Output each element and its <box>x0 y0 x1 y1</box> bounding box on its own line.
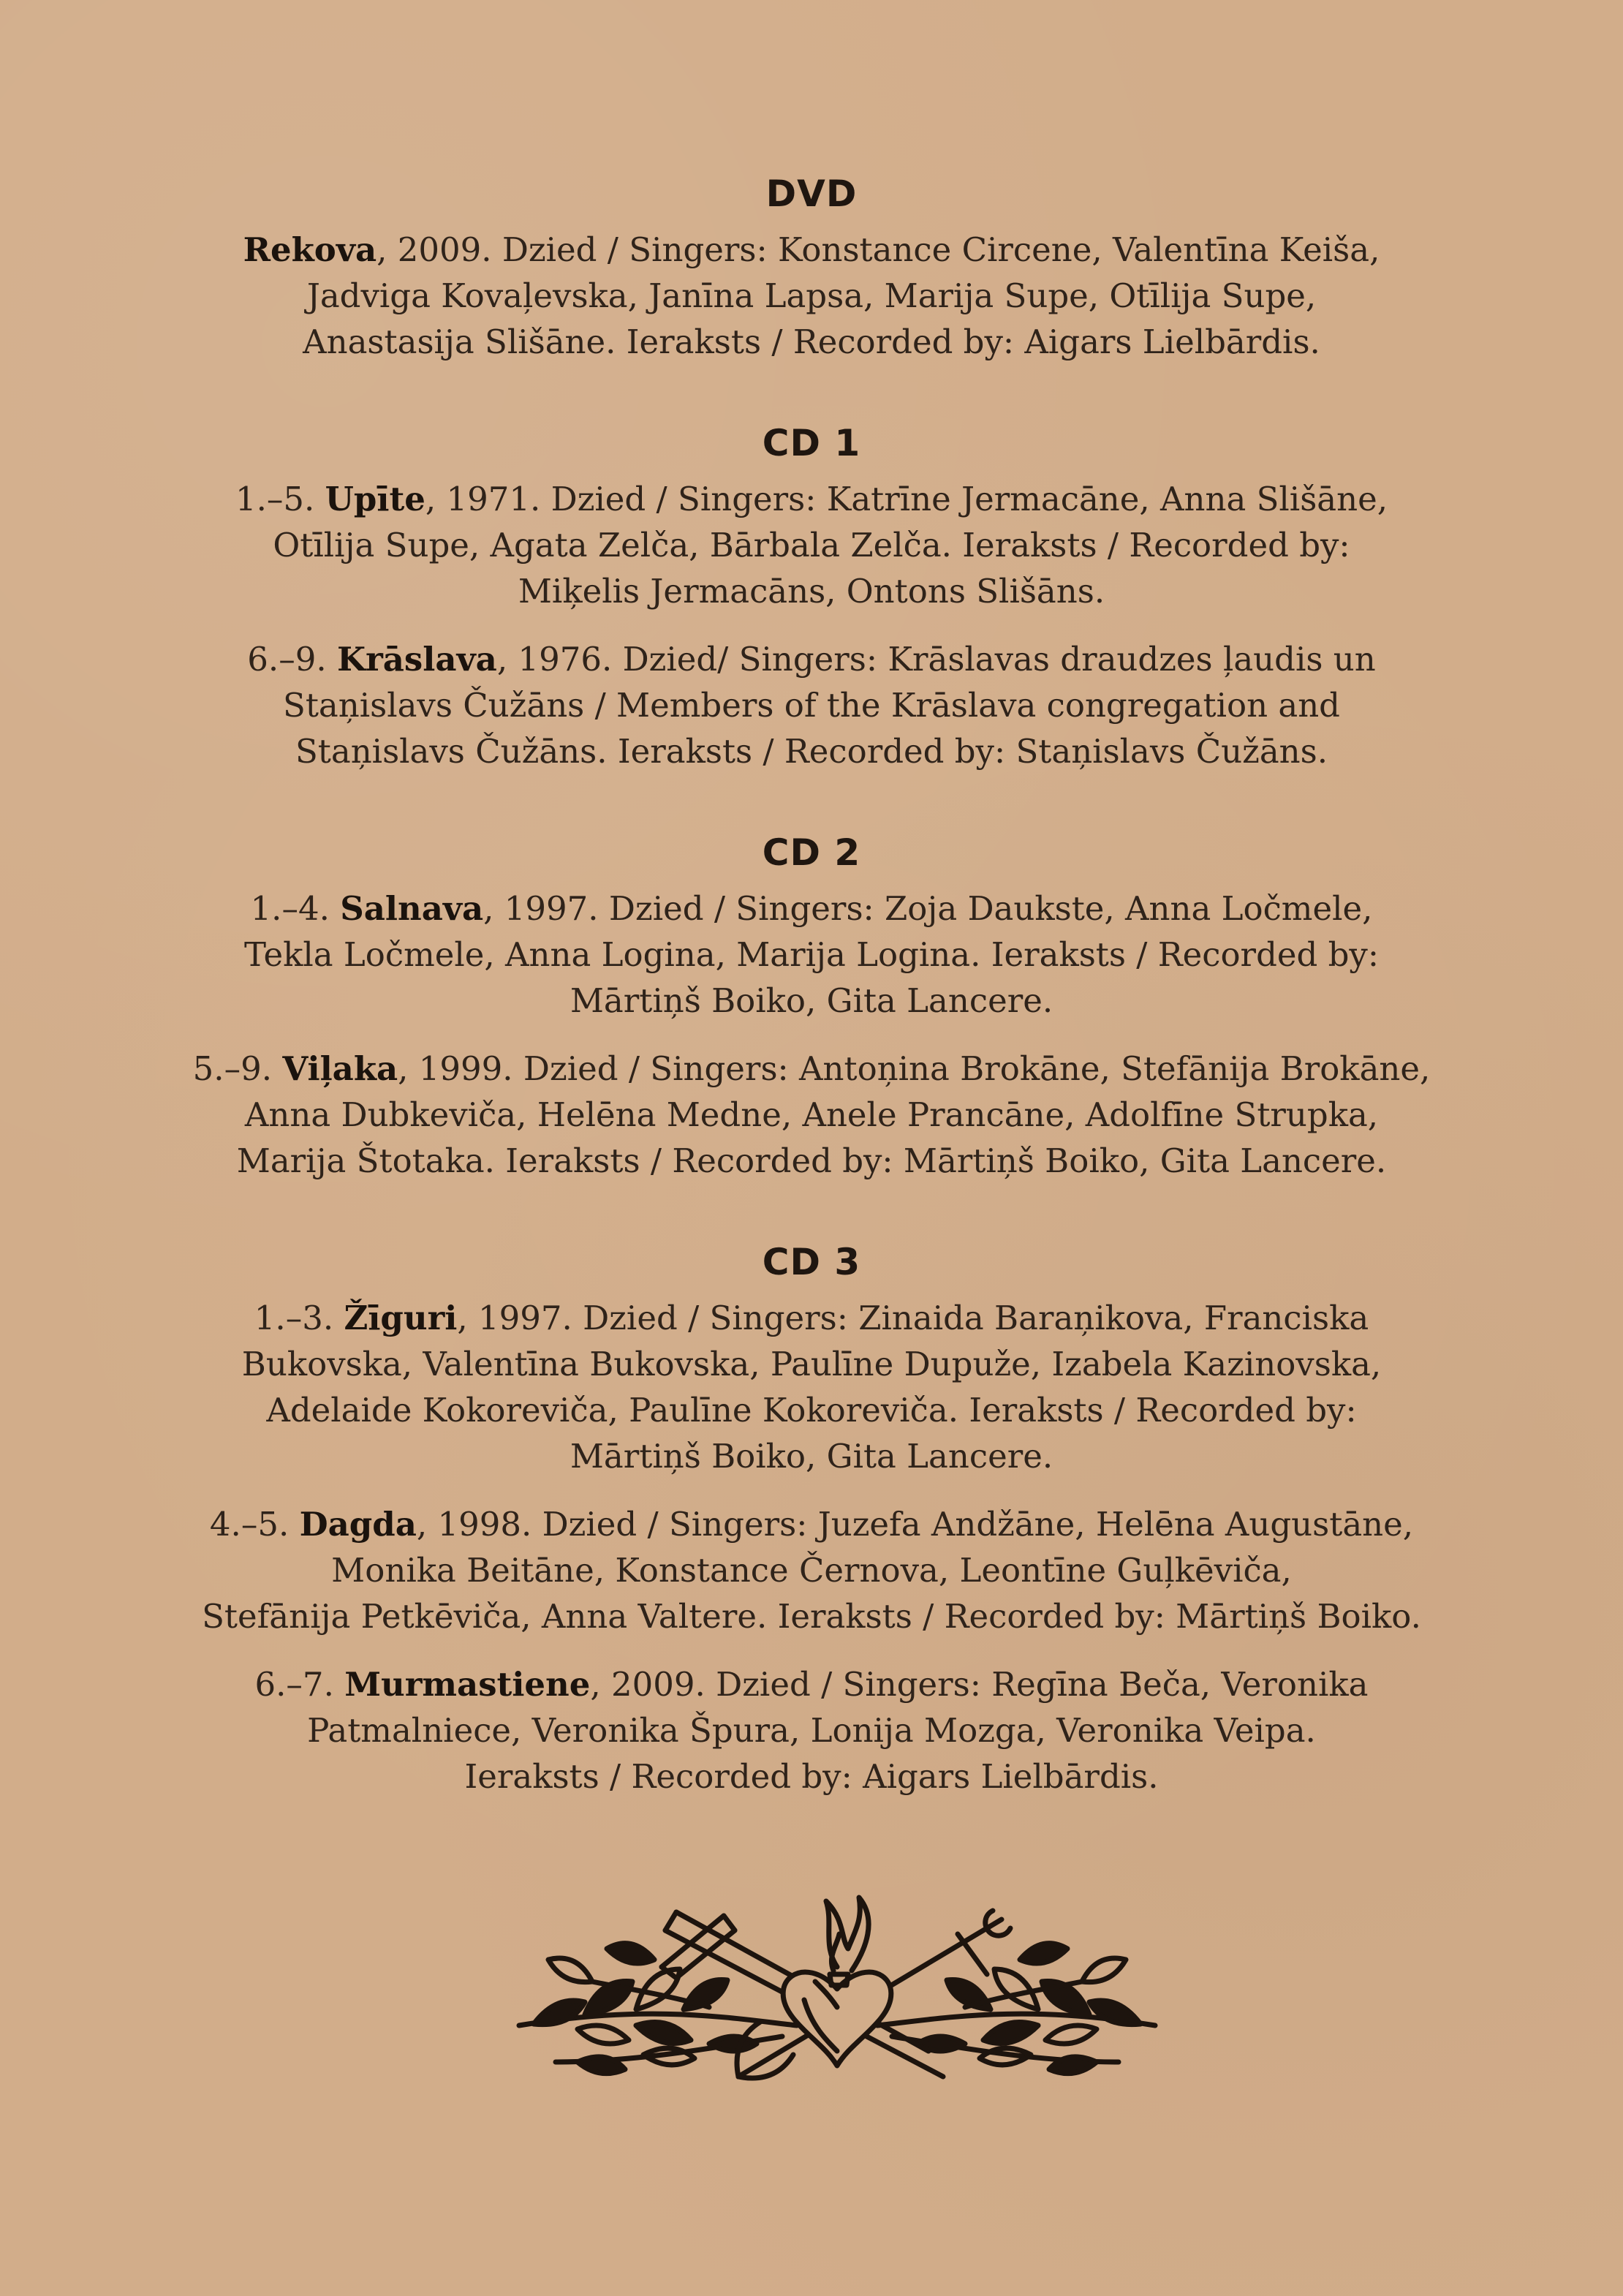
entry-text: , 2009. Dzied / Singers: Regīna Beča, Veronika <box>590 1665 1369 1704</box>
entry-text: Staņislavs Čužāns. Ieraksts / Recorded by: Staņislavs Čužāns. <box>295 732 1328 771</box>
recording-entry <box>146 1501 1477 1639</box>
entry-line <box>146 932 1477 978</box>
entry-text: , 1998. Dzied / Singers: Juzefa Andžāne, Helēna Augustāne, <box>416 1505 1414 1544</box>
entry-line <box>146 227 1477 273</box>
entry-line <box>146 978 1477 1024</box>
entry-text: Stefānija Petkēviča, Anna Valtere. Ieraksts / Recorded by: Mārtiņš Boiko. <box>202 1597 1421 1636</box>
recording-entry <box>146 227 1477 365</box>
entry-text: , 1976. Dzied/ Singers: Krāslavas draudzes ļaudis un <box>496 640 1376 679</box>
entry-line <box>146 1753 1477 1800</box>
sacred-heart-cross-anchor-icon <box>490 1879 1184 2106</box>
entry-text: Mārtiņš Boiko, Gita Lancere. <box>570 1437 1053 1476</box>
entry-text: Anna Dubkeviča, Helēna Medne, Anele Prancāne, Adolfīne Strupka, <box>244 1095 1379 1134</box>
entry-text: Otīlija Supe, Agata Zelča, Bārbala Zelča. Ieraksts / Recorded by: <box>273 526 1350 564</box>
section-cd-2 <box>146 821 1477 1184</box>
entry-line <box>146 1593 1477 1639</box>
recording-entry <box>146 1661 1477 1800</box>
recording-entry <box>146 636 1477 774</box>
entry-line <box>146 1138 1477 1184</box>
entry-text: Ieraksts / Recorded by: Aigars Lielbārdis. <box>464 1757 1159 1796</box>
entry-text: , 1999. Dzied / Singers: Antoņina Brokāne, Stefānija Brokāne, <box>398 1049 1431 1088</box>
track-range: 1.–5. <box>235 480 325 518</box>
recording-entry <box>146 1046 1477 1184</box>
section-heading: CD 2 <box>762 831 861 874</box>
entry-text: , 2009. Dzied / Singers: Konstance Circene, Valentīna Keiša, <box>377 230 1380 269</box>
place-name: Upīte <box>325 480 425 518</box>
section-heading: CD 3 <box>762 1241 861 1283</box>
entry-line <box>146 728 1477 774</box>
entry-line <box>146 1387 1477 1433</box>
entry-line <box>146 636 1477 682</box>
entry-text: Monika Beitāne, Konstance Černova, Leontīne Guļkēviča, <box>331 1551 1292 1590</box>
entry-line <box>146 1092 1477 1138</box>
entry-line <box>146 682 1477 728</box>
entry-line <box>146 273 1477 319</box>
track-range: 6.–9. <box>247 640 337 679</box>
entry-text: Bukovska, Valentīna Bukovska, Paulīne Dupuže, Izabela Kazinovska, <box>241 1345 1382 1383</box>
track-range: 4.–5. <box>209 1505 300 1544</box>
place-name: Murmastiene <box>344 1665 591 1704</box>
entry-text: Jadviga Kovaļevska, Janīna Lapsa, Marija Supe, Otīlija Supe, <box>306 276 1317 315</box>
track-range: 1.–3. <box>254 1299 344 1337</box>
place-name: Rekova <box>243 230 377 269</box>
track-credits <box>146 162 1477 1846</box>
entry-line <box>146 1661 1477 1707</box>
entry-line <box>146 1433 1477 1479</box>
entry-line <box>146 568 1477 614</box>
entry-text: Staņislavs Čužāns / Members of the Krāslava congregation and <box>283 686 1340 725</box>
place-name: Dagda <box>299 1505 417 1544</box>
track-range: 6.–7. <box>254 1665 345 1704</box>
entry-text: Adelaide Kokoreviča, Paulīne Kokoreviča. Ieraksts / Recorded by: <box>266 1391 1357 1430</box>
entry-text: Patmalniece, Veronika Špura, Lonija Mozga, Veronika Veipa. <box>307 1711 1316 1750</box>
track-range: 5.–9. <box>192 1049 283 1088</box>
entry-text: Tekla Ločmele, Anna Logina, Marija Logina. Ieraksts / Recorded by: <box>243 935 1380 974</box>
entry-line <box>146 1547 1477 1593</box>
track-range: 1.–4. <box>250 889 341 928</box>
entry-line <box>146 1707 1477 1753</box>
entry-text: , 1997. Dzied / Singers: Zinaida Baraņikova, Franciska <box>457 1299 1369 1337</box>
section-dvd <box>146 162 1477 365</box>
section-cd-3 <box>146 1231 1477 1800</box>
place-name: Viļaka <box>282 1049 398 1088</box>
entry-text: Anastasija Slišāne. Ieraksts / Recorded by: Aigars Lielbārdis. <box>303 322 1320 361</box>
entry-text: Marija Štotaka. Ieraksts / Recorded by: Mārtiņš Boiko, Gita Lancere. <box>236 1141 1387 1180</box>
entry-text: Miķelis Jermacāns, Ontons Slišāns. <box>518 572 1105 611</box>
entry-line <box>146 319 1477 365</box>
place-name: Krāslava <box>336 640 497 679</box>
entry-line <box>146 1341 1477 1387</box>
entry-text: Mārtiņš Boiko, Gita Lancere. <box>570 981 1053 1020</box>
entry-line <box>146 522 1477 568</box>
recording-entry <box>146 476 1477 614</box>
entry-text: , 1971. Dzied / Singers: Katrīne Jermacāne, Anna Slišāne, <box>425 480 1388 518</box>
place-name: Salnava <box>340 889 484 928</box>
section-heading: DVD <box>765 173 858 215</box>
recording-entry <box>146 885 1477 1024</box>
entry-text: , 1997. Dzied / Singers: Zoja Daukste, Anna Ločmele, <box>483 889 1373 928</box>
entry-line <box>146 1295 1477 1341</box>
entry-line <box>146 1501 1477 1547</box>
entry-line <box>146 885 1477 932</box>
section-heading: CD 1 <box>762 422 861 464</box>
recording-entry <box>146 1295 1477 1479</box>
entry-line <box>146 1046 1477 1092</box>
section-cd-1 <box>146 412 1477 774</box>
entry-line <box>146 476 1477 522</box>
place-name: Žīguri <box>344 1299 458 1337</box>
